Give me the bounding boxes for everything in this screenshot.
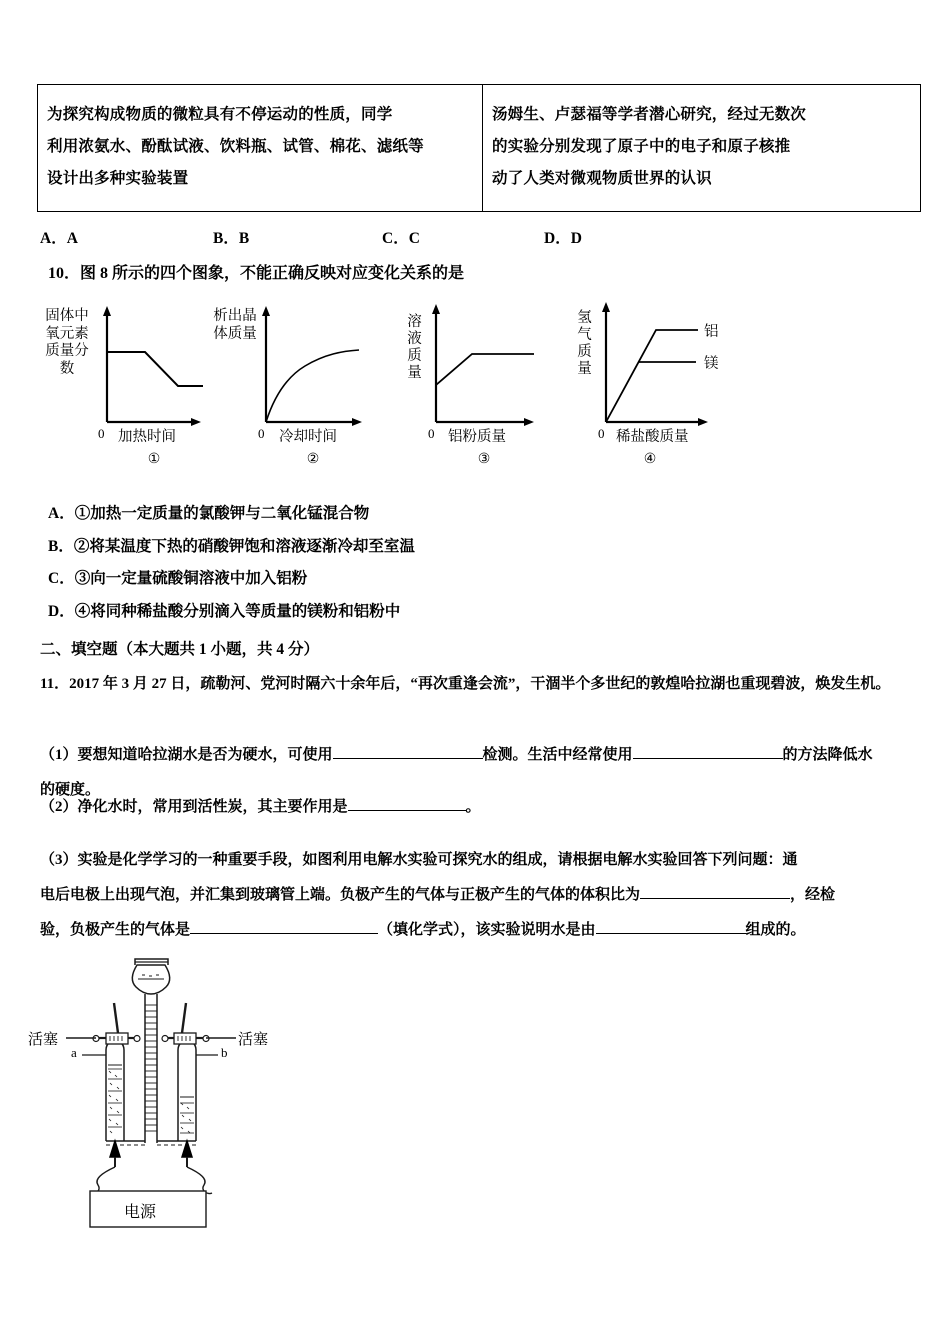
answer-blank-water-composition[interactable] (596, 918, 746, 934)
q11-p1-text-a: （1）要想知道哈拉湖水是否为硬水，可使用 (40, 747, 333, 763)
q11-p3-text-c: ，经检 (790, 887, 836, 903)
question-11-part-2 (40, 790, 916, 825)
q11-p3-text-f: 组成的。 (745, 922, 806, 938)
table-cell-left-line-2: 利用浓氨水、酚酞试液、饮料瓶、试管、棉花、滤纸等 (47, 138, 424, 155)
graph-2-xlabel: 冷却时间 (279, 429, 337, 445)
stopcock-label-right: 活塞 (238, 1032, 269, 1048)
tube-label-a: a (71, 1045, 77, 1060)
q11-p2-text-a: （2）净化水时，常用到活性炭，其主要作用是 (40, 799, 348, 815)
question-10-option-d[interactable]: D．④将同种稀盐酸分别滴入等质量的镁粉和铝粉中 (48, 602, 401, 620)
table-cell-right (483, 85, 921, 212)
graph-4-ylabel: 氢气质量 (577, 310, 592, 377)
choice-c[interactable]: C．C (382, 230, 420, 247)
table-cell-right-line-2: 的实验分别发现了原子中的电子和原子核推 (492, 138, 791, 155)
graph-2-ylabel: 析出晶体质量 (213, 308, 257, 342)
choice-row-abcd (40, 226, 900, 248)
question-10-option-b[interactable]: B．②将某温度下热的硝酸钾饱和溶液逐渐冷却至室温 (48, 537, 415, 555)
graph-4-plot (558, 296, 758, 436)
graph-1-origin-label: 0 (98, 426, 105, 441)
answer-blank-soften-method[interactable] (633, 743, 783, 759)
power-source-label: 电源 (124, 1204, 157, 1221)
electrolysis-apparatus-drawing (40, 945, 330, 1235)
graph-3-origin-label: 0 (428, 426, 435, 441)
electrolysis-apparatus-figure (28, 945, 330, 1235)
graph-3-plot (388, 296, 573, 436)
graph-3-xlabel: 铝粉质量 (448, 429, 506, 445)
tube-label-b: b (221, 1045, 228, 1060)
graph-4 (558, 296, 743, 476)
answer-blank-cathode-gas[interactable] (190, 918, 378, 934)
choice-b[interactable]: B．B (213, 230, 250, 247)
answer-blank-carbon-function[interactable] (348, 795, 466, 811)
table-cell-left-line-3: 设计出多种实验装置 (47, 170, 189, 187)
section-2-heading: 二、填空题（本大题共 1 小题，共 4 分） (40, 641, 320, 658)
table-cell-right-line-3: 动了人类对微观物质世界的认识 (492, 170, 712, 187)
graph-1-xlabel: 加热时间 (118, 429, 176, 445)
table-cell-left (38, 85, 483, 212)
question-10-options (48, 498, 908, 628)
q11-p2-text-b: 。 (465, 799, 481, 815)
question-11-stem: 11．2017 年 3 月 27 日，疏勒河、党河时隔六十余年后，“再次重逢会流”，干涸半个多世纪的敦煌哈拉湖也重现碧波，焕发生机。 (40, 676, 891, 692)
graph-1 (40, 296, 225, 476)
figure-8-graph-group (40, 296, 760, 476)
q11-p3-text-b: 电后电极上出现气泡，并汇集到玻璃管上端。负极产生的气体与正极产生的气体的体积比为 (40, 887, 641, 903)
answer-blank-hardness-test[interactable] (333, 743, 483, 759)
table-cell-left-line-1: 为探究构成物质的微粒具有不停运动的性质，同学 (47, 106, 393, 123)
q11-p1-text-d: 的硬度。 (40, 782, 101, 798)
q11-p3-text-d: 验，负极产生的气体是 (40, 922, 191, 938)
table-cell-right-line-1: 汤姆生、卢瑟福等学者潜心研究，经过无数次 (492, 106, 807, 123)
q11-p1-text-b: 检测。生活中经常使用 (482, 747, 633, 763)
graph-1-index: ① (147, 452, 161, 467)
graph-2-origin-label: 0 (258, 426, 265, 441)
graph-4-series-label-mg: 镁 (704, 356, 719, 372)
q11-p1-text-c: 的方法降低水 (782, 747, 873, 763)
comparison-table (37, 84, 921, 212)
graph-3 (388, 296, 573, 476)
table-row (38, 85, 921, 212)
choice-d[interactable]: D．D (544, 230, 582, 247)
question-10-option-a[interactable]: A．①加热一定质量的氯酸钾与二氧化锰混合物 (48, 505, 370, 522)
answer-blank-volume-ratio[interactable] (640, 883, 790, 899)
graph-2-index: ② (306, 452, 320, 467)
choice-a[interactable]: A．A (40, 230, 78, 247)
question-10-option-c[interactable]: C．③向一定量硫酸铜溶液中加入铝粉 (48, 570, 308, 587)
question-10-stem: 10．图 8 所示的四个图象，不能正确反映对应变化关系的是 (48, 265, 465, 282)
graph-4-xlabel: 稀盐酸质量 (616, 429, 689, 445)
graph-1-ylabel: 固体中氧元素质量分数 (45, 308, 89, 377)
graph-4-series-label-al: 铝 (704, 324, 719, 340)
graph-4-origin-label: 0 (598, 426, 605, 441)
graph-2-plot (213, 296, 398, 436)
graph-3-ylabel: 溶液质量 (407, 314, 422, 381)
graph-3-index: ③ (477, 452, 491, 467)
graph-4-index: ④ (643, 452, 657, 467)
graph-1-plot (40, 296, 225, 436)
graph-2 (213, 296, 398, 476)
q11-p3-text-e: （填化学式），该实验说明水是由 (378, 922, 596, 938)
question-11-part-3 (40, 843, 916, 948)
q11-p3-text-a: （3）实验是化学学习的一种重要手段，如图利用电解水实验可探究水的组成，请根据电解水实验回答下列问题：通 (40, 852, 798, 868)
stopcock-label-left: 活塞 (28, 1032, 59, 1048)
